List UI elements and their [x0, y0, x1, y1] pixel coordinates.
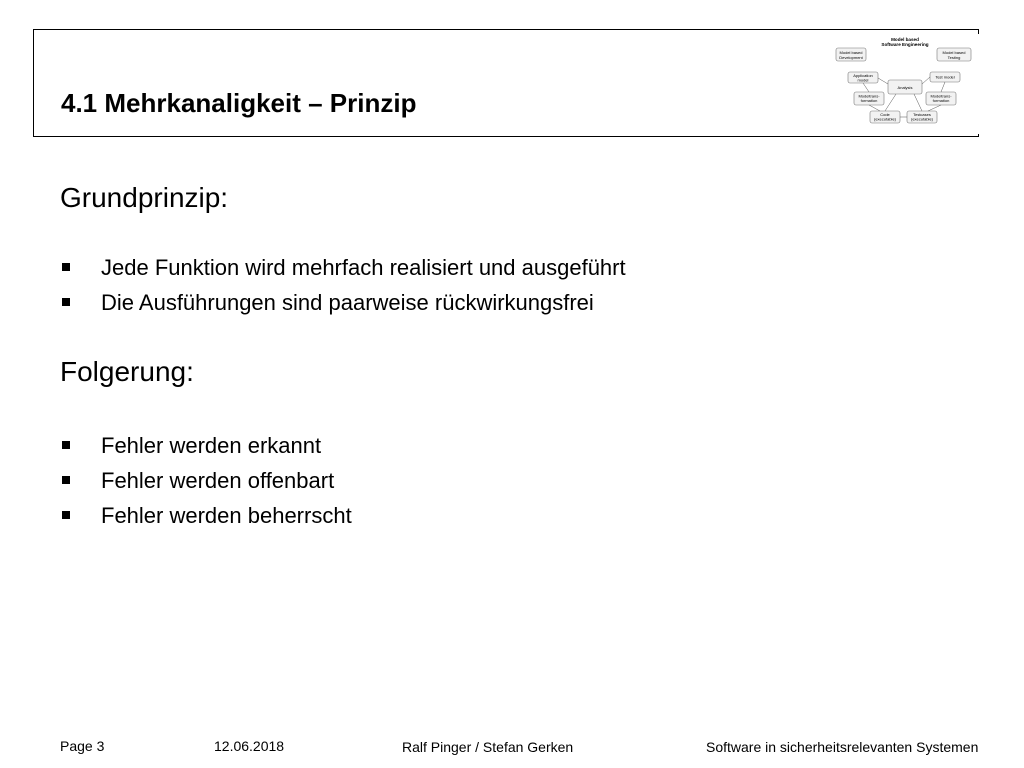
- diagram-left-top-line2: Development: [839, 55, 863, 60]
- square-bullet-icon: [62, 476, 70, 484]
- diagram-testcases-line1: Testcases: [913, 112, 931, 117]
- bullet-text: Fehler werden erkannt: [101, 433, 322, 458]
- diagram-right-top-line2: Testing: [947, 55, 961, 60]
- bullet-text: Fehler werden beherrscht: [101, 503, 352, 528]
- diagram-title-line2: Software Engineering: [881, 42, 929, 47]
- diagram-transform-left-line1: Modeltrans-: [858, 93, 880, 99]
- bullet-text: Die Ausführungen sind paarweise rückwirkungsfrei: [101, 290, 594, 315]
- footer-authors: Ralf Pinger / Stefan Gerken: [402, 739, 574, 755]
- diagram-testcases-line2: (executable): [910, 116, 934, 122]
- diagram-left-top-line1: Model based: [839, 50, 863, 55]
- section-heading-folgerung: Folgerung:: [60, 356, 194, 387]
- bullet-text: Jede Funktion wird mehrfach realisiert und ausgeführt: [101, 255, 626, 280]
- diagram-application-model-line2: model: [857, 77, 869, 83]
- diagram-transform-left-line2: formation: [860, 98, 878, 103]
- footer-course-title: Software in sicherheitsrelevanten Systemen: [706, 739, 979, 755]
- diagram-code-line1: Code: [880, 112, 890, 117]
- diagram-transform-right-line2: formation: [932, 98, 950, 103]
- square-bullet-icon: [62, 298, 70, 306]
- slide-title: 4.1 Mehrkanaligkeit – Prinzip: [61, 88, 417, 118]
- square-bullet-icon: [62, 441, 70, 449]
- diagram-test-model: Test model: [935, 74, 955, 80]
- section-heading-grundprinzip: Grundprinzip:: [60, 182, 229, 213]
- model-based-engineering-diagram: [830, 34, 980, 134]
- header-box: [33, 29, 979, 137]
- square-bullet-icon: [62, 263, 70, 271]
- diagram-application-model-line1: Application: [853, 73, 873, 78]
- diagram-analysis: Analysis: [897, 85, 913, 90]
- diagram-transform-right-line1: Modeltrans-: [930, 93, 952, 99]
- square-bullet-icon: [62, 511, 70, 519]
- bullet-text: Fehler werden offenbart: [101, 468, 335, 493]
- footer-date: 12.06.2018: [214, 738, 285, 754]
- diagram-code-line2: (executable): [873, 116, 897, 122]
- diagram-title-line1: Model based: [891, 37, 919, 42]
- footer-page-number: Page 3: [60, 738, 105, 754]
- diagram-right-top-line1: Model based: [942, 50, 966, 55]
